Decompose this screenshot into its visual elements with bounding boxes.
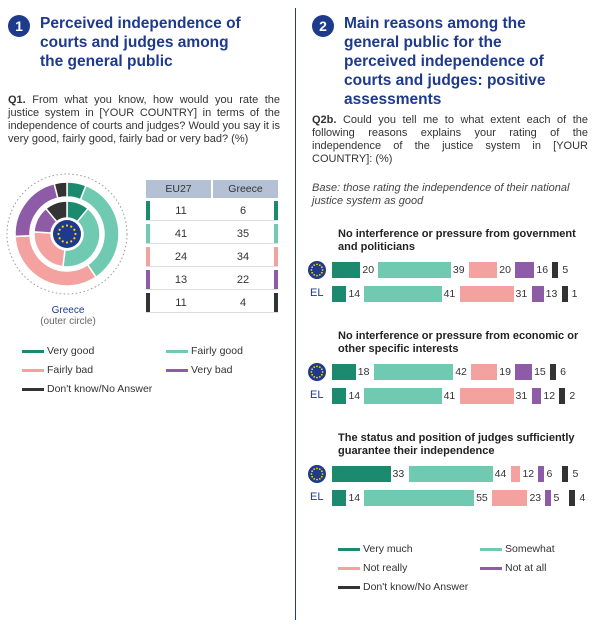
right-panel bbox=[302, 0, 600, 628]
left-panel bbox=[0, 0, 292, 628]
section-1-header bbox=[8, 14, 288, 71]
bar-segment bbox=[471, 364, 497, 380]
bar-row-eu bbox=[302, 466, 600, 482]
q1-legend-item bbox=[22, 345, 94, 357]
eu-star bbox=[62, 226, 64, 228]
bar-value-label: 44 bbox=[494, 468, 507, 480]
bar-value-label: 23 bbox=[529, 492, 542, 504]
bar-segment bbox=[559, 388, 565, 404]
bar-value-label: 14 bbox=[348, 288, 361, 300]
row-color-marker bbox=[274, 224, 278, 243]
bar-value-label: 6 bbox=[546, 468, 553, 480]
eu-star bbox=[57, 233, 59, 235]
bar-segment bbox=[332, 262, 360, 278]
statement-title: No interference or pressure from government and politicians bbox=[338, 228, 576, 253]
bar-segment bbox=[332, 490, 346, 506]
eu-flag-icon bbox=[308, 261, 326, 279]
cell-eu27: 11 bbox=[175, 296, 187, 309]
eu-star bbox=[73, 237, 75, 239]
cell-greece: 22 bbox=[236, 273, 250, 286]
legend-label: Not at all bbox=[505, 562, 547, 574]
legend-label: Fairly bad bbox=[47, 364, 94, 376]
section-title: Perceived independence of courts and judges among the general public bbox=[40, 15, 241, 70]
bar-value-label: 1 bbox=[571, 288, 578, 300]
country-label: EL bbox=[310, 389, 324, 401]
bar-segment bbox=[492, 490, 527, 506]
legend-label: Not really bbox=[363, 562, 408, 574]
section-number: 2 bbox=[312, 15, 334, 37]
q1-legend-item bbox=[166, 364, 232, 376]
row-color-marker bbox=[274, 201, 278, 220]
q2b-legend-item bbox=[480, 562, 546, 574]
eu-star bbox=[73, 229, 75, 231]
bar-value-label: 14 bbox=[348, 390, 361, 402]
country-label: EL bbox=[310, 287, 324, 299]
legend-swatch bbox=[480, 548, 502, 551]
question-text bbox=[312, 114, 588, 166]
bar-segment bbox=[409, 466, 493, 482]
question-id: Q1. bbox=[8, 94, 26, 106]
bar-segment bbox=[460, 286, 514, 302]
table-body bbox=[146, 201, 278, 313]
q1-legend-item bbox=[22, 364, 93, 376]
bar-value-label: 33 bbox=[392, 468, 405, 480]
bar-value-label: 4 bbox=[579, 492, 586, 504]
bar-value-label: 55 bbox=[476, 492, 488, 504]
eu-flag-icon bbox=[308, 363, 326, 381]
bar-segment bbox=[378, 262, 450, 278]
bar-segment bbox=[364, 490, 474, 506]
q2b-legend-item bbox=[338, 562, 407, 574]
row-color-marker bbox=[274, 247, 278, 266]
table-header-eu27: EU27 bbox=[146, 180, 211, 198]
bar-value-label: 39 bbox=[452, 264, 465, 276]
donut-chart bbox=[0, 172, 140, 304]
bar-segment bbox=[332, 388, 346, 404]
bar-segment bbox=[469, 262, 497, 278]
bar-segment bbox=[364, 286, 441, 302]
bar-row-el bbox=[302, 388, 600, 404]
section-2-header bbox=[312, 14, 596, 109]
legend-swatch bbox=[166, 369, 188, 372]
table-row bbox=[146, 247, 278, 267]
bar-value-label: 18 bbox=[357, 366, 370, 378]
cell-greece: 6 bbox=[239, 204, 247, 217]
bar-value-label: 41 bbox=[443, 390, 456, 402]
q2b-legend-item bbox=[338, 543, 413, 555]
bar-value-label: 12 bbox=[522, 468, 535, 480]
eu-star bbox=[70, 226, 72, 228]
legend-label: Very good bbox=[47, 345, 95, 357]
bar-segment bbox=[552, 262, 558, 278]
bar-segment bbox=[374, 364, 453, 380]
q2b-legend-item bbox=[480, 543, 555, 555]
eu-star bbox=[59, 237, 61, 239]
legend-swatch bbox=[480, 567, 502, 570]
section-title: Main reasons among the general public for the perceived independence of courts and judges: positive assessments bbox=[344, 15, 546, 108]
bar-value-label: 16 bbox=[536, 264, 549, 276]
bar-segment bbox=[332, 466, 391, 482]
bar-value-label: 6 bbox=[560, 366, 566, 378]
bar-row-el bbox=[302, 490, 600, 506]
bar-segment bbox=[364, 388, 441, 404]
bar-row-eu bbox=[302, 262, 600, 278]
table-header-greece: Greece bbox=[213, 180, 278, 198]
bar-value-label: 31 bbox=[515, 288, 528, 300]
eu-star bbox=[66, 241, 68, 243]
bar-value-label: 2 bbox=[569, 390, 576, 402]
caption-country: Greece bbox=[51, 305, 85, 316]
eu-star bbox=[66, 224, 68, 226]
bar-segment bbox=[538, 466, 544, 482]
results-table bbox=[146, 180, 278, 313]
bar-value-label: 5 bbox=[572, 468, 579, 480]
bar-row-el bbox=[302, 286, 600, 302]
bar-segment bbox=[550, 364, 556, 380]
section-number: 1 bbox=[8, 15, 30, 37]
legend-label: Don't know/No Answer bbox=[47, 383, 153, 395]
bar-segment bbox=[332, 364, 356, 380]
cell-eu27: 11 bbox=[175, 204, 187, 217]
cell-greece: 34 bbox=[236, 250, 250, 263]
statement-title: No interference or pressure from economic or other specific interests bbox=[338, 330, 579, 355]
bar-segment bbox=[511, 466, 521, 482]
bar-value-label: 20 bbox=[362, 264, 375, 276]
legend-swatch bbox=[166, 350, 188, 353]
cell-greece: 4 bbox=[239, 296, 247, 309]
bar-segment bbox=[515, 262, 534, 278]
question-id: Q2b. bbox=[312, 114, 337, 126]
bar-value-label: 19 bbox=[499, 366, 511, 378]
q1-legend-item bbox=[166, 345, 243, 357]
q1-legend-item bbox=[22, 383, 152, 395]
legend-swatch bbox=[338, 548, 360, 551]
eu-flag-icon bbox=[53, 220, 81, 248]
bar-segment bbox=[569, 490, 575, 506]
q2b-legend-item bbox=[338, 581, 468, 593]
cell-greece: 35 bbox=[236, 227, 250, 240]
legend-swatch bbox=[22, 388, 44, 391]
eu-flag-icon bbox=[308, 465, 326, 483]
table-row bbox=[146, 201, 278, 221]
legend-label: Very bad bbox=[191, 364, 233, 376]
country-label: EL bbox=[310, 491, 324, 503]
cell-eu27: 24 bbox=[174, 250, 188, 263]
bar-segment bbox=[562, 466, 568, 482]
eu-star bbox=[62, 240, 64, 242]
bar-segment bbox=[545, 490, 551, 506]
bar-value-label: 31 bbox=[515, 390, 528, 402]
legend-label: Fairly good bbox=[191, 345, 243, 357]
eu-star bbox=[59, 229, 61, 231]
bar-value-label: 13 bbox=[545, 288, 558, 300]
bar-value-label: 5 bbox=[553, 492, 560, 504]
question-body: From what you know, how would you rate the justice system in [YOUR COUNTRY] in terms of the independence of courts and judges? Would you say it is very good, fairly good, fairly bad or very bad? (%) bbox=[8, 94, 280, 145]
bar-value-label: 12 bbox=[543, 390, 556, 402]
bar-segment bbox=[460, 388, 514, 404]
bar-segment bbox=[532, 286, 544, 302]
table-row bbox=[146, 270, 278, 290]
bar-value-label: 41 bbox=[443, 288, 456, 300]
bar-value-label: 14 bbox=[348, 492, 361, 504]
bar-segment bbox=[515, 364, 532, 380]
legend-swatch bbox=[22, 350, 44, 353]
bar-value-label: 20 bbox=[499, 264, 511, 276]
cell-eu27: 41 bbox=[174, 227, 188, 240]
eu-star bbox=[70, 240, 72, 242]
legend-swatch bbox=[338, 586, 360, 589]
column-divider bbox=[295, 8, 296, 620]
base-note: Base: those rating the independence of their national justice system as good bbox=[312, 182, 570, 207]
legend-label: Very much bbox=[363, 543, 413, 555]
bar-segment bbox=[332, 286, 346, 302]
legend-swatch bbox=[22, 369, 44, 372]
bar-segment bbox=[532, 388, 542, 404]
bar-value-label: 15 bbox=[534, 366, 546, 378]
row-color-marker bbox=[274, 293, 278, 312]
row-color-marker bbox=[274, 270, 278, 289]
legend-swatch bbox=[338, 567, 360, 570]
legend-label: Somewhat bbox=[505, 543, 555, 555]
table-row bbox=[146, 293, 278, 313]
donut-caption bbox=[8, 305, 128, 327]
bar-row-eu bbox=[302, 364, 600, 380]
bar-value-label: 5 bbox=[562, 264, 569, 276]
table-row bbox=[146, 224, 278, 244]
table-header bbox=[146, 180, 278, 198]
question-body: Could you tell me to what extent each of the following reasons explains your rating of the independence of the justice system in [YOUR COUNTRY]: (%) bbox=[312, 114, 588, 165]
eu-star bbox=[74, 233, 76, 235]
legend-label: Don't know/No Answer bbox=[363, 581, 469, 593]
cell-eu27: 13 bbox=[174, 273, 188, 286]
statement-title: The status and position of judges sufficiently guarantee their independence bbox=[338, 432, 575, 457]
bar-value-label: 42 bbox=[455, 366, 467, 378]
question-text bbox=[8, 94, 280, 146]
caption-note: (outer circle) bbox=[40, 316, 96, 327]
bar-segment bbox=[562, 286, 568, 302]
